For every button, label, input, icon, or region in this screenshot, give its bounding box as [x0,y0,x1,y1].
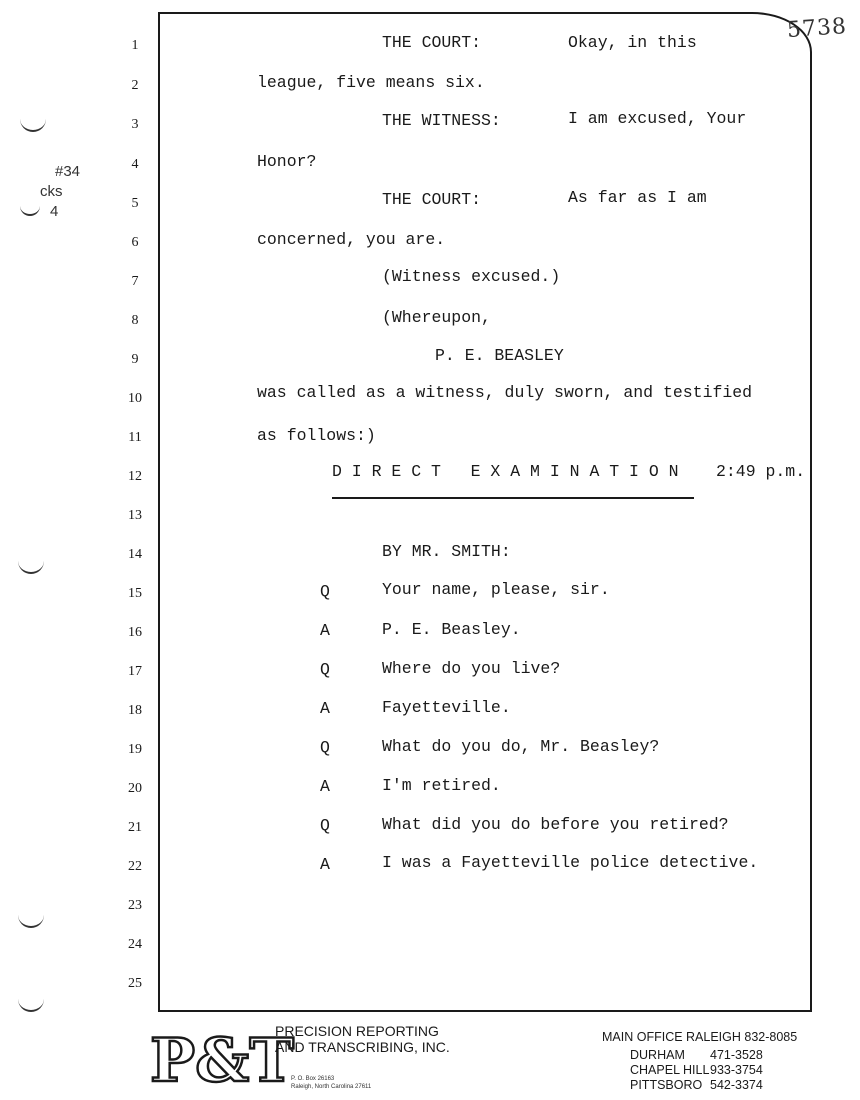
section-heading: D I R E C T E X A M I N A T I O N [332,462,679,481]
transcript-text: Okay, in this [568,33,697,52]
examiner-label: BY MR. SMITH: [382,542,511,561]
line-number: 12 [128,469,142,484]
qa-marker: Q [320,582,330,601]
logo-letters: P&T [150,1026,294,1096]
line-number: 8 [131,313,139,328]
transcript-text: (Whereupon, [382,308,491,327]
company-address [291,1075,371,1091]
margin-note-number: #34 [55,163,81,180]
line-number: 11 [128,430,142,445]
line-number: 20 [128,781,142,796]
speaker-label: THE COURT: [382,33,482,52]
transcript-text: league, five means six. [257,73,485,92]
line-number: 7 [131,274,139,289]
address-line2: Raleigh, North Carolina 27611 [291,1084,372,1090]
line-number: 17 [128,664,142,679]
line-number: 15 [128,586,142,601]
witness-name: P. E. BEASLEY [435,346,564,365]
heading-underline [332,497,694,499]
line-number: 4 [131,157,139,172]
office-city: PITTSBORO [630,1078,703,1092]
punch-hole-mark [20,116,46,132]
line-number: 13 [128,508,142,523]
company-name-line1: PRECISION REPORTING [275,1023,439,1039]
qa-marker: A [320,777,330,796]
section-time: 2:49 p.m. [716,462,806,481]
transcript-text: (Witness excused.) [382,267,561,286]
speaker-label: THE WITNESS: [382,111,501,130]
qa-marker: A [320,621,330,640]
qa-text: I'm retired. [382,776,501,795]
line-number: 24 [128,937,142,952]
margin-note-cks: cks [40,183,63,200]
line-number: 18 [128,703,142,718]
main-office: MAIN OFFICE RALEIGH 832-8085 [602,1030,798,1044]
punch-hole-mark [18,558,44,574]
qa-text: What do you do, Mr. Beasley? [382,737,660,756]
line-number: 16 [128,625,142,640]
office-phone: 471-3528 [710,1048,763,1062]
qa-text: Fayetteville. [382,698,511,717]
company-name-line2: AND TRANSCRIBING, INC. [275,1039,450,1055]
line-number: 9 [131,352,139,367]
line-number: 25 [128,976,142,991]
office-city: DURHAM [630,1048,685,1062]
transcript-text: As far as I am [568,188,707,207]
transcript-text: I am excused, Your [568,109,747,128]
line-number: 3 [131,117,139,132]
qa-marker: A [320,855,330,874]
qa-marker: Q [320,738,330,757]
qa-text: Your name, please, sir. [382,580,610,599]
line-number: 10 [128,391,142,406]
qa-marker: A [320,699,330,718]
transcript-text: was called as a witness, duly sworn, and testified [257,383,753,402]
qa-text: P. E. Beasley. [382,620,521,639]
qa-text: Where do you live? [382,659,561,678]
office-phone: 933-3754 [710,1063,763,1077]
page-number: 5738 [786,13,848,44]
qa-text: I was a Fayetteville police detective. [382,853,759,872]
line-number: 22 [128,859,142,874]
line-number: 6 [131,235,139,250]
qa-text: What did you do before you retired? [382,815,729,834]
transcript-text: concerned, you are. [257,230,446,249]
speaker-label: THE COURT: [382,190,482,209]
punch-hole-mark [18,912,44,928]
punch-hole-mark [18,996,44,1012]
line-number: 23 [128,898,142,913]
punch-hole-mark [20,200,40,216]
line-number: 14 [128,547,142,562]
line-number: 1 [131,38,139,53]
office-phone: 542-3374 [710,1078,763,1092]
line-number: 5 [131,196,139,211]
office-city: CHAPEL HILL [630,1063,710,1077]
line-number: 2 [131,78,139,93]
transcript-text: Honor? [257,152,317,171]
company-name [275,1023,450,1055]
margin-note-4: 4 [50,203,59,220]
address-line1: P. O. Box 26163 [291,1076,335,1082]
line-number: 19 [128,742,142,757]
qa-marker: Q [320,816,330,835]
qa-marker: Q [320,660,330,679]
transcript-text: as follows:) [257,426,376,445]
line-number: 21 [128,820,142,835]
company-logo [150,1023,294,1096]
